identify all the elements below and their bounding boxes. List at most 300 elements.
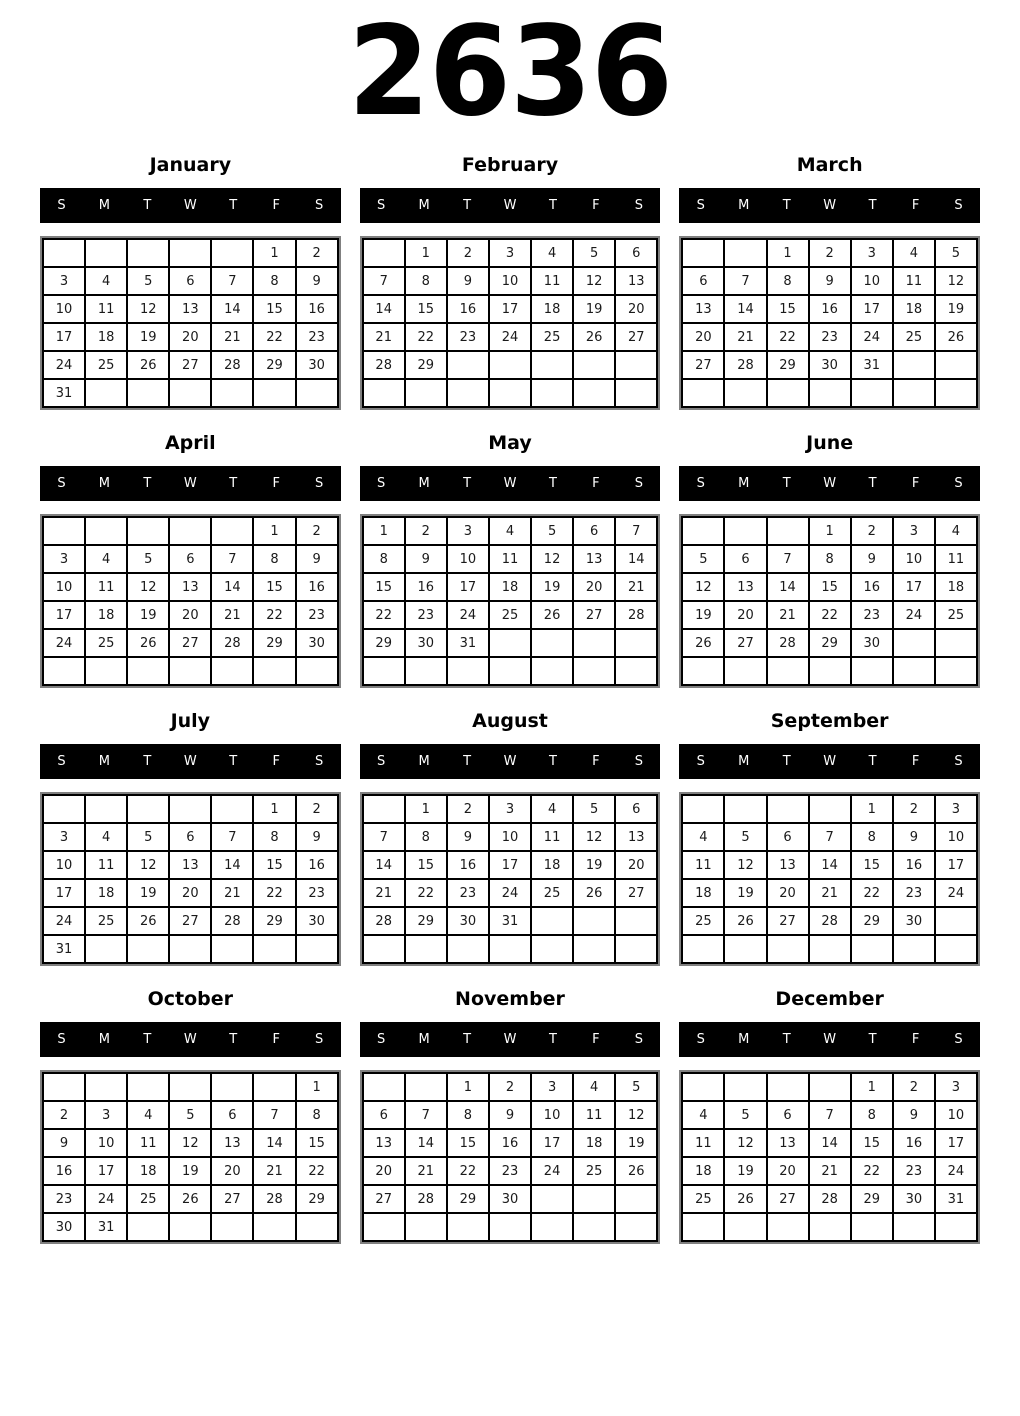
week-row bbox=[43, 1157, 338, 1185]
empty-day-cell bbox=[724, 1073, 766, 1101]
weekday-label: T bbox=[229, 476, 238, 492]
week-row bbox=[43, 851, 338, 879]
empty-day-cell bbox=[682, 1213, 724, 1241]
empty-day-cell bbox=[169, 795, 211, 823]
empty-day-cell bbox=[893, 629, 935, 657]
weekday-label: S bbox=[954, 1032, 963, 1048]
day-cell: 11 bbox=[85, 851, 127, 879]
dates-table bbox=[42, 238, 339, 408]
day-cell: 24 bbox=[531, 1157, 573, 1185]
weekday-label: S bbox=[634, 198, 643, 214]
day-cell: 11 bbox=[85, 295, 127, 323]
day-cell: 6 bbox=[682, 267, 724, 295]
weekday-header-row bbox=[40, 466, 341, 501]
weekday-label: M bbox=[418, 1032, 430, 1048]
week-row bbox=[43, 517, 338, 545]
day-cell: 16 bbox=[296, 573, 338, 601]
day-cell: 18 bbox=[682, 1157, 724, 1185]
day-cell: 16 bbox=[447, 295, 489, 323]
day-cell: 10 bbox=[447, 545, 489, 573]
day-cell: 16 bbox=[809, 295, 851, 323]
day-cell: 1 bbox=[253, 795, 295, 823]
weekday-label: F bbox=[272, 198, 280, 214]
weekday-label: T bbox=[463, 754, 472, 770]
day-cell: 14 bbox=[767, 573, 809, 601]
day-cell: 25 bbox=[573, 1157, 615, 1185]
day-cell: 14 bbox=[211, 295, 253, 323]
empty-day-cell bbox=[405, 379, 447, 407]
day-cell: 15 bbox=[253, 295, 295, 323]
day-cell: 25 bbox=[682, 1185, 724, 1213]
empty-day-cell bbox=[211, 517, 253, 545]
day-cell: 19 bbox=[127, 879, 169, 907]
day-cell: 18 bbox=[85, 601, 127, 629]
week-row bbox=[363, 935, 658, 963]
weekday-label: S bbox=[57, 476, 66, 492]
day-cell: 26 bbox=[573, 879, 615, 907]
empty-day-cell bbox=[682, 1073, 724, 1101]
empty-day-cell bbox=[363, 379, 405, 407]
week-row bbox=[43, 267, 338, 295]
month-title: September bbox=[770, 710, 889, 733]
day-cell: 9 bbox=[893, 823, 935, 851]
empty-day-cell bbox=[211, 935, 253, 963]
weekday-header-row bbox=[40, 1022, 341, 1057]
empty-day-cell bbox=[85, 517, 127, 545]
week-row bbox=[43, 1101, 338, 1129]
day-cell: 17 bbox=[43, 879, 85, 907]
day-cell: 19 bbox=[127, 323, 169, 351]
day-cell: 5 bbox=[724, 1101, 766, 1129]
weekday-label: T bbox=[143, 476, 152, 492]
day-cell: 5 bbox=[127, 823, 169, 851]
week-row bbox=[43, 823, 338, 851]
empty-day-cell bbox=[85, 795, 127, 823]
month-title: December bbox=[775, 988, 884, 1011]
empty-day-cell bbox=[405, 1073, 447, 1101]
day-cell: 7 bbox=[724, 267, 766, 295]
empty-day-cell bbox=[935, 1213, 977, 1241]
empty-day-cell bbox=[169, 379, 211, 407]
empty-day-cell bbox=[489, 1213, 531, 1241]
day-cell: 25 bbox=[489, 601, 531, 629]
day-cell: 7 bbox=[253, 1101, 295, 1129]
empty-day-cell bbox=[363, 935, 405, 963]
weekday-label: F bbox=[272, 476, 280, 492]
day-cell: 30 bbox=[809, 351, 851, 379]
day-cell: 18 bbox=[573, 1129, 615, 1157]
day-cell: 23 bbox=[43, 1185, 85, 1213]
day-cell: 4 bbox=[127, 1101, 169, 1129]
weekday-label: W bbox=[503, 476, 517, 492]
day-cell: 4 bbox=[935, 517, 977, 545]
weekday-header-row bbox=[679, 188, 980, 223]
day-cell: 13 bbox=[615, 267, 657, 295]
empty-day-cell bbox=[615, 1213, 657, 1241]
day-cell: 7 bbox=[363, 823, 405, 851]
week-row bbox=[682, 1213, 977, 1241]
day-cell: 6 bbox=[169, 267, 211, 295]
weekday-label: W bbox=[183, 1032, 197, 1048]
weekday-label: S bbox=[954, 476, 963, 492]
day-cell: 15 bbox=[253, 573, 295, 601]
month-title: April bbox=[164, 432, 216, 455]
day-cell: 13 bbox=[615, 823, 657, 851]
weekday-label: W bbox=[503, 1032, 517, 1048]
day-cell: 11 bbox=[85, 573, 127, 601]
day-cell: 9 bbox=[809, 267, 851, 295]
empty-day-cell bbox=[489, 935, 531, 963]
month-title: June bbox=[806, 432, 854, 455]
empty-day-cell bbox=[169, 1073, 211, 1101]
day-cell: 19 bbox=[169, 1157, 211, 1185]
day-cell: 8 bbox=[809, 545, 851, 573]
empty-day-cell bbox=[767, 795, 809, 823]
empty-day-cell bbox=[767, 1213, 809, 1241]
weekday-label: W bbox=[823, 476, 837, 492]
day-cell: 19 bbox=[531, 573, 573, 601]
empty-day-cell bbox=[615, 935, 657, 963]
day-cell: 13 bbox=[573, 545, 615, 573]
day-cell: 1 bbox=[253, 517, 295, 545]
weekday-label: S bbox=[377, 476, 386, 492]
day-cell: 9 bbox=[405, 545, 447, 573]
month-block bbox=[679, 146, 980, 410]
empty-day-cell bbox=[724, 239, 766, 267]
day-cell: 30 bbox=[851, 629, 893, 657]
empty-day-cell bbox=[127, 935, 169, 963]
day-cell: 25 bbox=[85, 907, 127, 935]
empty-day-cell bbox=[363, 657, 405, 685]
week-row bbox=[682, 1129, 977, 1157]
week-row bbox=[682, 851, 977, 879]
month-block bbox=[40, 980, 341, 1244]
day-cell: 1 bbox=[767, 239, 809, 267]
empty-day-cell bbox=[363, 795, 405, 823]
week-row bbox=[43, 629, 338, 657]
day-cell: 12 bbox=[127, 851, 169, 879]
empty-day-cell bbox=[169, 935, 211, 963]
day-cell: 8 bbox=[447, 1101, 489, 1129]
day-cell: 4 bbox=[85, 545, 127, 573]
day-cell: 24 bbox=[43, 907, 85, 935]
day-cell: 25 bbox=[935, 601, 977, 629]
day-cell: 6 bbox=[211, 1101, 253, 1129]
day-cell: 29 bbox=[363, 629, 405, 657]
day-cell: 18 bbox=[893, 295, 935, 323]
weekday-label: T bbox=[143, 754, 152, 770]
day-cell: 6 bbox=[724, 545, 766, 573]
weekday-label: W bbox=[503, 198, 517, 214]
month-title: October bbox=[147, 988, 234, 1011]
weekday-label: M bbox=[738, 754, 750, 770]
day-cell: 31 bbox=[43, 935, 85, 963]
day-cell: 19 bbox=[573, 851, 615, 879]
day-cell: 27 bbox=[169, 629, 211, 657]
empty-day-cell bbox=[935, 657, 977, 685]
day-cell: 2 bbox=[809, 239, 851, 267]
empty-day-cell bbox=[489, 629, 531, 657]
empty-day-cell bbox=[573, 379, 615, 407]
day-cell: 30 bbox=[893, 907, 935, 935]
empty-day-cell bbox=[767, 657, 809, 685]
day-cell: 10 bbox=[935, 1101, 977, 1129]
week-row bbox=[682, 629, 977, 657]
day-cell: 11 bbox=[531, 267, 573, 295]
month-table-outline bbox=[360, 514, 661, 688]
day-cell: 24 bbox=[489, 323, 531, 351]
empty-day-cell bbox=[85, 379, 127, 407]
day-cell: 28 bbox=[363, 351, 405, 379]
day-cell: 2 bbox=[893, 795, 935, 823]
month-title: January bbox=[149, 154, 232, 177]
day-cell: 11 bbox=[893, 267, 935, 295]
day-cell: 14 bbox=[809, 851, 851, 879]
day-cell: 13 bbox=[724, 573, 766, 601]
day-cell: 10 bbox=[531, 1101, 573, 1129]
empty-day-cell bbox=[296, 1213, 338, 1241]
day-cell: 4 bbox=[682, 1101, 724, 1129]
day-cell: 2 bbox=[43, 1101, 85, 1129]
day-cell: 28 bbox=[615, 601, 657, 629]
week-row bbox=[363, 1129, 658, 1157]
day-cell: 29 bbox=[851, 907, 893, 935]
dates-table bbox=[362, 794, 659, 964]
day-cell: 25 bbox=[893, 323, 935, 351]
day-cell: 19 bbox=[127, 601, 169, 629]
month-block bbox=[360, 424, 661, 688]
day-cell: 3 bbox=[851, 239, 893, 267]
day-cell: 24 bbox=[893, 601, 935, 629]
month-title: November bbox=[455, 988, 565, 1011]
week-row bbox=[43, 573, 338, 601]
weekday-label: M bbox=[98, 198, 111, 214]
day-cell: 20 bbox=[363, 1157, 405, 1185]
week-row bbox=[43, 935, 338, 963]
day-cell: 30 bbox=[893, 1185, 935, 1213]
day-cell: 9 bbox=[296, 823, 338, 851]
empty-day-cell bbox=[127, 517, 169, 545]
day-cell: 18 bbox=[85, 879, 127, 907]
weekday-label: T bbox=[143, 198, 152, 214]
day-cell: 18 bbox=[935, 573, 977, 601]
week-row bbox=[363, 879, 658, 907]
day-cell: 21 bbox=[363, 879, 405, 907]
weekday-label: S bbox=[377, 1032, 386, 1048]
day-cell: 13 bbox=[169, 573, 211, 601]
day-cell: 16 bbox=[405, 573, 447, 601]
empty-day-cell bbox=[682, 239, 724, 267]
weekday-label: T bbox=[143, 1032, 152, 1048]
month-title: February bbox=[461, 154, 559, 177]
empty-day-cell bbox=[296, 657, 338, 685]
week-row bbox=[682, 517, 977, 545]
empty-day-cell bbox=[682, 935, 724, 963]
empty-day-cell bbox=[724, 657, 766, 685]
day-cell: 1 bbox=[296, 1073, 338, 1101]
day-cell: 29 bbox=[447, 1185, 489, 1213]
empty-day-cell bbox=[573, 935, 615, 963]
empty-day-cell bbox=[809, 1073, 851, 1101]
empty-day-cell bbox=[935, 907, 977, 935]
day-cell: 8 bbox=[296, 1101, 338, 1129]
weekday-label: M bbox=[738, 476, 750, 492]
day-cell: 27 bbox=[615, 323, 657, 351]
week-row bbox=[363, 657, 658, 685]
day-cell: 11 bbox=[489, 545, 531, 573]
weekday-label: M bbox=[98, 476, 111, 492]
empty-day-cell bbox=[253, 935, 295, 963]
day-cell: 9 bbox=[489, 1101, 531, 1129]
day-cell: 15 bbox=[767, 295, 809, 323]
dates-table bbox=[42, 794, 339, 964]
day-cell: 12 bbox=[724, 1129, 766, 1157]
day-cell: 11 bbox=[682, 1129, 724, 1157]
day-cell: 15 bbox=[851, 851, 893, 879]
day-cell: 20 bbox=[682, 323, 724, 351]
week-row bbox=[682, 545, 977, 573]
day-cell: 26 bbox=[724, 907, 766, 935]
day-cell: 2 bbox=[296, 239, 338, 267]
day-cell: 16 bbox=[851, 573, 893, 601]
day-cell: 22 bbox=[253, 323, 295, 351]
week-row bbox=[363, 239, 658, 267]
day-cell: 19 bbox=[724, 879, 766, 907]
day-cell: 24 bbox=[447, 601, 489, 629]
empty-day-cell bbox=[211, 795, 253, 823]
empty-day-cell bbox=[253, 1073, 295, 1101]
empty-day-cell bbox=[43, 795, 85, 823]
day-cell: 7 bbox=[615, 517, 657, 545]
weekday-label: S bbox=[315, 476, 324, 492]
day-cell: 6 bbox=[767, 823, 809, 851]
day-cell: 12 bbox=[127, 295, 169, 323]
day-cell: 29 bbox=[405, 351, 447, 379]
day-cell: 23 bbox=[447, 323, 489, 351]
weekday-label: S bbox=[696, 198, 705, 214]
week-row bbox=[43, 351, 338, 379]
month-block bbox=[40, 702, 341, 966]
day-cell: 26 bbox=[127, 907, 169, 935]
weekday-label: S bbox=[377, 198, 386, 214]
day-cell: 3 bbox=[935, 795, 977, 823]
day-cell: 11 bbox=[573, 1101, 615, 1129]
day-cell: 7 bbox=[767, 545, 809, 573]
day-cell: 6 bbox=[169, 823, 211, 851]
day-cell: 27 bbox=[211, 1185, 253, 1213]
empty-day-cell bbox=[489, 379, 531, 407]
weekday-label: S bbox=[57, 198, 66, 214]
day-cell: 7 bbox=[211, 545, 253, 573]
empty-day-cell bbox=[211, 657, 253, 685]
empty-day-cell bbox=[405, 657, 447, 685]
week-row bbox=[682, 1073, 977, 1101]
day-cell: 28 bbox=[363, 907, 405, 935]
week-row bbox=[682, 795, 977, 823]
day-cell: 30 bbox=[296, 629, 338, 657]
day-cell: 4 bbox=[85, 823, 127, 851]
weekday-label: S bbox=[634, 1032, 643, 1048]
day-cell: 15 bbox=[851, 1129, 893, 1157]
day-cell: 6 bbox=[767, 1101, 809, 1129]
day-cell: 12 bbox=[573, 267, 615, 295]
day-cell: 29 bbox=[296, 1185, 338, 1213]
empty-day-cell bbox=[531, 629, 573, 657]
weekday-label: F bbox=[911, 754, 920, 770]
day-cell: 17 bbox=[43, 323, 85, 351]
empty-day-cell bbox=[127, 657, 169, 685]
day-cell: 21 bbox=[211, 879, 253, 907]
weekday-header-row bbox=[360, 1022, 661, 1057]
day-cell: 3 bbox=[489, 795, 531, 823]
empty-day-cell bbox=[809, 1213, 851, 1241]
week-row bbox=[682, 323, 977, 351]
weekday-label: W bbox=[823, 198, 837, 214]
empty-day-cell bbox=[531, 1185, 573, 1213]
day-cell: 12 bbox=[531, 545, 573, 573]
weekday-header-row bbox=[360, 188, 661, 223]
week-row bbox=[682, 573, 977, 601]
day-cell: 1 bbox=[851, 1073, 893, 1101]
day-cell: 14 bbox=[615, 545, 657, 573]
day-cell: 21 bbox=[615, 573, 657, 601]
day-cell: 22 bbox=[851, 879, 893, 907]
weekday-label: S bbox=[696, 1032, 705, 1048]
day-cell: 5 bbox=[127, 267, 169, 295]
empty-day-cell bbox=[127, 379, 169, 407]
empty-day-cell bbox=[531, 351, 573, 379]
day-cell: 9 bbox=[296, 267, 338, 295]
empty-day-cell bbox=[851, 935, 893, 963]
day-cell: 30 bbox=[447, 907, 489, 935]
week-row bbox=[43, 379, 338, 407]
weekday-label: W bbox=[183, 754, 197, 770]
day-cell: 17 bbox=[489, 851, 531, 879]
day-cell: 25 bbox=[85, 629, 127, 657]
empty-day-cell bbox=[893, 1213, 935, 1241]
day-cell: 8 bbox=[767, 267, 809, 295]
day-cell: 1 bbox=[809, 517, 851, 545]
day-cell: 5 bbox=[682, 545, 724, 573]
empty-day-cell bbox=[935, 351, 977, 379]
empty-day-cell bbox=[615, 629, 657, 657]
day-cell: 13 bbox=[363, 1129, 405, 1157]
day-cell: 26 bbox=[127, 351, 169, 379]
day-cell: 27 bbox=[363, 1185, 405, 1213]
day-cell: 14 bbox=[405, 1129, 447, 1157]
weekday-header-row bbox=[40, 188, 341, 223]
month-title: August bbox=[472, 710, 548, 733]
day-cell: 26 bbox=[724, 1185, 766, 1213]
day-cell: 2 bbox=[447, 795, 489, 823]
day-cell: 5 bbox=[724, 823, 766, 851]
day-cell: 16 bbox=[893, 851, 935, 879]
day-cell: 15 bbox=[405, 851, 447, 879]
day-cell: 28 bbox=[211, 629, 253, 657]
day-cell: 29 bbox=[405, 907, 447, 935]
day-cell: 27 bbox=[169, 351, 211, 379]
day-cell: 17 bbox=[447, 573, 489, 601]
empty-day-cell bbox=[127, 239, 169, 267]
day-cell: 29 bbox=[851, 1185, 893, 1213]
empty-day-cell bbox=[767, 935, 809, 963]
day-cell: 2 bbox=[405, 517, 447, 545]
day-cell: 25 bbox=[531, 323, 573, 351]
empty-day-cell bbox=[127, 795, 169, 823]
day-cell: 12 bbox=[169, 1129, 211, 1157]
day-cell: 21 bbox=[211, 601, 253, 629]
empty-day-cell bbox=[447, 657, 489, 685]
